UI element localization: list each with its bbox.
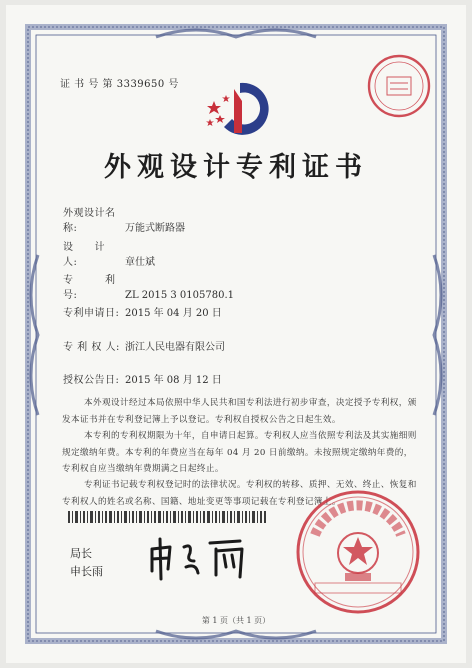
field-designer (63, 238, 155, 268)
national-patent-office-seal (293, 487, 423, 617)
field-grant-date (63, 371, 222, 386)
certificate-sheet (6, 5, 466, 663)
paragraph-term: 本专利的专利权期限为十年，自申请日起算。专利权人应当依照专利法及其实施细则规定缴纳年费。本专利的年费应当在每年 04 月 20 日前缴纳。未按照规定缴纳年费的，专利权自应当缴纳年费期满之日起终止。 (62, 431, 417, 474)
field-application-date (63, 304, 222, 319)
barcode-strip (68, 511, 268, 523)
field-value: 2015 年 08 月 12 日 (125, 375, 222, 386)
field-value: ZL 2015 3 0105780.1 (125, 290, 235, 301)
field-label: 专 利 权 人: (63, 342, 120, 353)
signer-name: 申长雨 (70, 565, 103, 578)
official-stamp-icon (366, 53, 432, 119)
field-label: 专利申请日: (63, 308, 120, 319)
field-label: 授权公告日: (63, 375, 120, 386)
paragraph-legal-status: 专利证书记载专利权登记时的法律状况。专利权的转移、质押、无效、终止、恢复和专利权人的姓名或名称、国籍、地址变更等事项记载在专利登记簿上。 (62, 480, 417, 507)
field-patentee (63, 338, 225, 353)
field-label: 外观设计名称: (63, 208, 116, 234)
page-footer: 第 1 页（共 1 页） (201, 616, 271, 625)
field-patent-number (63, 271, 234, 301)
document-title: 外观设计专利证书 (104, 152, 368, 183)
handwritten-signature (146, 535, 256, 583)
field-value: 章仕斌 (125, 257, 155, 268)
field-label: 专 利 号: (63, 275, 126, 301)
field-value: 万能式断路器 (125, 223, 185, 234)
patent-office-logo (204, 79, 276, 137)
field-value: 浙江人民电器有限公司 (125, 342, 225, 353)
certificate-number: 证 书 号 第 3339650 号 (60, 79, 179, 90)
field-label: 设 计 人: (63, 242, 116, 268)
field-value: 2015 年 04 月 20 日 (125, 308, 222, 319)
signer-title: 局长 (70, 547, 92, 560)
field-design-name (63, 204, 185, 234)
paragraph-grant-decision: 本外观设计经过本局依照中华人民共和国专利法进行初步审查，决定授予专利权，颁发本证书并在专利登记簿上予以登记。专利权自授权公告之日起生效。 (62, 398, 417, 425)
